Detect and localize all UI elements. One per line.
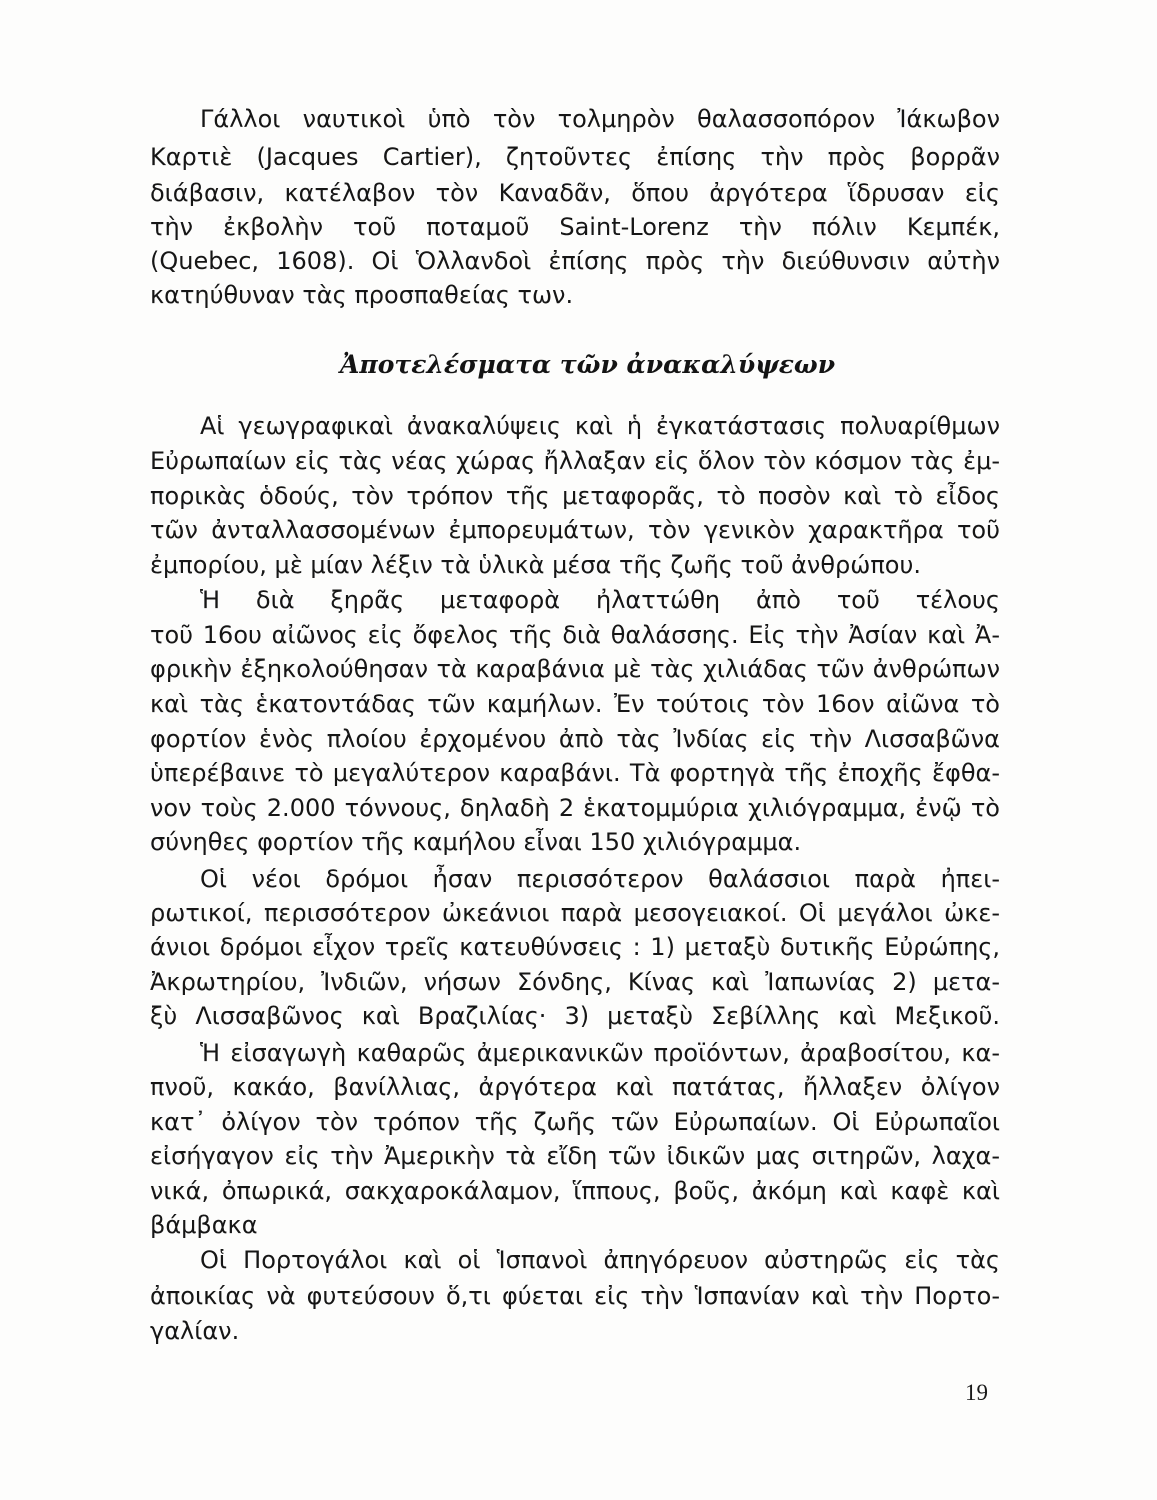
- text-line: τῶν ἀνταλλασσομένων ἐμπορευμάτων, τὸν γενικὸν χαρακτῆρα τοῦ: [150, 516, 1000, 544]
- text-line: κατηύθυναν τὰς προσπαθείας των.: [150, 281, 574, 309]
- text-line: Εὐρωπαίων εἰς τὰς νέας χώρας ἤλλαξαν εἰς ὅλον τὸν κόσμον τὰς ἐμ-: [150, 447, 1000, 475]
- text-line: καὶ τὰς ἑκατοντάδας τῶν καμήλων. Ἐν τούτοις τὸν 16ον αἰῶνα τὸ: [150, 690, 1000, 718]
- text-line: (Quebec, 1608). Οἱ Ὁλλανδοὶ ἐπίσης πρὸς τὴν διεύθυνσιν αὐτὴν: [150, 247, 1000, 275]
- text-line: φρικὴν ἐξηκολούθησαν τὰ καραβάνια μὲ τὰς χιλιάδας τῶν ἀνθρώπων: [150, 655, 1000, 683]
- text-line: άνιοι δρόμοι εἶχον τρεῖς κατευθύνσεις : 1) μεταξὺ δυτικῆς Εὐρώπης,: [150, 933, 1000, 961]
- text-line: Αἱ γεωγραφικαὶ ἀνακαλύψεις καὶ ἡ ἐγκατάστασις πολυαρίθμων: [200, 412, 1000, 440]
- section-heading: Ἀποτελέσματα τῶν ἀνακαλύψεων: [340, 350, 836, 379]
- page-number: 19: [965, 1380, 988, 1405]
- text-line: βάμβακα: [150, 1211, 258, 1239]
- text-line: ρωτικοί, περισσότερον ὠκεάνιοι παρὰ μεσογειακοί. Οἱ μεγάλοι ὠκε-: [150, 899, 1000, 927]
- text-line: ξὺ Λισσαβῶνος καὶ Βραζιλίας· 3) μεταξὺ Σεβίλλης καὶ Μεξικοῦ.: [150, 1002, 1000, 1030]
- text-line: νον τοὺς 2.000 τόννους, δηλαδὴ 2 ἑκατομμύρια χιλιόγραμμα, ἐνῷ τὸ: [150, 794, 1000, 822]
- text-line: νικά, ὀπωρικά, σακχαροκάλαμον, ἵππους, βοῦς, ἀκόμη καὶ καφὲ καὶ: [150, 1177, 1000, 1205]
- text-line: Ἀκρωτηρίου, Ἰνδιῶν, νήσων Σόνδης, Κίνας καὶ Ἰαπωνίας 2) μετα-: [150, 968, 1000, 996]
- text-line: ἐμπορίου, μὲ μίαν λέξιν τὰ ὑλικὰ μέσα τῆς ζωῆς τοῦ ἀνθρώπου.: [150, 551, 921, 579]
- text-line: φορτίον ἑνὸς πλοίου ἐρχομένου ἀπὸ τὰς Ἰνδίας εἰς τὴν Λισσαβῶνα: [150, 725, 1000, 753]
- text-line: τὴν ἐκβολὴν τοῦ ποταμοῦ Saint-Lorenz τὴν πόλιν Κεμπέκ,: [150, 213, 1000, 241]
- text-line: Ἡ εἰσαγωγὴ καθαρῶς ἀμερικανικῶν προϊόντων, ἀραβοσίτου, κα-: [200, 1039, 1000, 1067]
- text-line: πνοῦ, κακάο, βανίλλιας, ἀργότερα καὶ πατάτας, ἤλλαξεν ὀλίγον: [150, 1073, 1000, 1101]
- text-line: ἀποικίας νὰ φυτεύσουν ὅ,τι φύεται εἰς τὴν Ἱσπανίαν καὶ τὴν Πορτο-: [150, 1282, 1000, 1310]
- text-line: Γάλλοι ναυτικοὶ ὑπὸ τὸν τολμηρὸν θαλασσοπόρον Ἰάκωβον: [200, 105, 1000, 133]
- text-line: πορικὰς ὁδούς, τὸν τρόπον τῆς μεταφορᾶς, τὸ ποσὸν καὶ τὸ εἶδος: [150, 482, 1000, 510]
- text-line: Ἡ διὰ ξηρᾶς μεταφορὰ ἠλαττώθη ἀπὸ τοῦ τέλους: [200, 586, 1000, 614]
- text-line: εἰσήγαγον εἰς τὴν Ἀμερικὴν τὰ εἴδη τῶν ἰδικῶν μας σιτηρῶν, λαχα-: [150, 1142, 1000, 1170]
- text-line: Οἱ νέοι δρόμοι ἦσαν περισσότερον θαλάσσιοι παρὰ ἠπει-: [200, 865, 1000, 893]
- text-line: διάβασιν, κατέλαβον τὸν Καναδᾶν, ὅπου ἀργότερα ἵδρυσαν εἰς: [150, 179, 1000, 207]
- text-line: κατ᾽ ὀλίγον τὸν τρόπον τῆς ζωῆς τῶν Εὐρωπαίων. Οἱ Εὐρωπαῖοι: [150, 1108, 1000, 1136]
- text-line: ὑπερέβαινε τὸ μεγαλύτερον καραβάνι. Τὰ φορτηγὰ τῆς ἐποχῆς ἔφθα-: [150, 759, 1000, 787]
- text-line: τοῦ 16ου αἰῶνος εἰς ὄφελος τῆς διὰ θαλάσσης. Εἰς τὴν Ἀσίαν καὶ Ἀ-: [150, 621, 1000, 649]
- text-line: Οἱ Πορτογάλοι καὶ οἱ Ἱσπανοὶ ἀπηγόρευον αὐστηρῶς εἰς τὰς: [200, 1246, 1000, 1274]
- text-line: γαλίαν.: [150, 1317, 240, 1345]
- text-line: Καρτιὲ (Jacques Cartier), ζητοῦντες ἐπίσης τὴν πρὸς βορρᾶν: [150, 143, 1000, 171]
- text-line: σύνηθες φορτίον τῆς καμήλου εἶναι 150 χιλιόγραμμα.: [150, 828, 802, 856]
